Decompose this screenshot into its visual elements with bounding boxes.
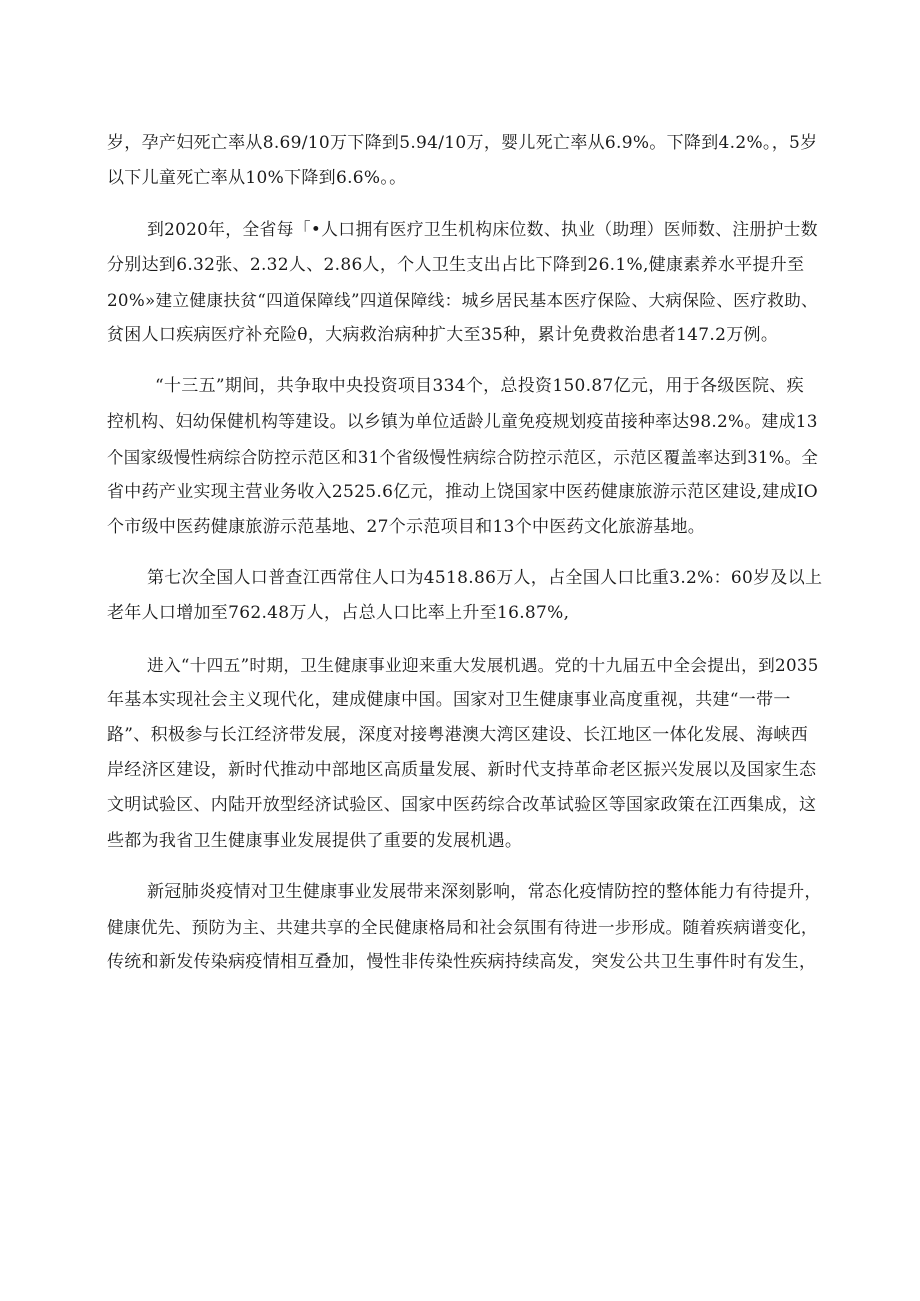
- document-body: [107, 126, 822, 980]
- paragraph-line: 岸经济区建设，新时代推动中部地区高质量发展、新时代支持革命老区振兴发展以及国家生态: [107, 760, 817, 781]
- paragraph-covid-impact: [107, 875, 822, 981]
- paragraph-line: 岁，孕产妇死亡率从8.69/10万下降到5.94/10万，婴儿死亡率从6.9%。下降到4.2%。，5岁: [107, 133, 818, 153]
- paragraph-line: 文明试验区、内陆开放型经济试验区、国家中医药综合改革试验区等国家政策在江西集成，这: [107, 795, 817, 816]
- paragraph-line: 路”、积极参与长江经济带发展，深度对接粤港澳大湾区建设、长江地区一体化发展、海峡西: [107, 725, 808, 746]
- paragraph-line: 第七次全国人口普查江西常住人口为4518.86万人，占全国人口比重3.2%：60岁及以上: [147, 568, 823, 589]
- paragraph-line: 传统和新发传染病疫情相互叠加，慢性非传染性疾病持续高发，突发公共卫生事件时有发生，: [107, 952, 817, 973]
- paragraph-line: 老年人口增加至762.48万人，占总人口比率上升至16.87%,: [107, 603, 570, 624]
- paragraph-line: 进入“十四五”时期，卫生健康事业迎来重大发展机遇。党的十九届五中全会提出，到2035: [147, 655, 819, 675]
- paragraph-line: 个市级中医药健康旅游示范基地、27个示范项目和13个中医药文化旅游基地。: [107, 517, 706, 538]
- paragraph-line: 以下儿童死亡率从10%下降到6.6%。。: [107, 168, 407, 189]
- paragraph-line: 贫困人口疾病医疗补充险θ，大病救治病种扩大至35种，累计免费救治患者147.2万例。: [107, 325, 779, 346]
- paragraph-line: 健康优先、预防为主、共建共享的全民健康格局和社会氛围有待进一步形成。随着疾病谱变化，: [107, 918, 818, 938]
- paragraph-line: “十三五”期间，共争取中央投资项目334个，总投资150.87亿元，用于各级医院、疾: [155, 376, 804, 397]
- paragraph-line: 年基本实现社会主义现代化，建成健康中国。国家对卫生健康事业高度重视，共建“一带一: [107, 689, 791, 710]
- paragraph-line: 些都为我省卫生健康事业发展提供了重要的发展机遇。: [107, 830, 523, 851]
- paragraph-census: [107, 561, 822, 631]
- paragraph-line: 省中药产业实现主营业务收入2525.6亿元，推动上饶国家中医药健康旅游示范区建设,建成IO: [107, 481, 819, 502]
- paragraph-line: 控机构、妇幼保健机构等建设。以乡镇为单位适龄儿童免疫规划疫苗接种率达98.2%。建成13: [107, 411, 818, 432]
- paragraph-line: 个国家级慢性病综合防控示范区和31个省级慢性病综合防控示范区，示范区覆盖率达到31%。全: [107, 447, 819, 467]
- paragraph-13th-five-year: [107, 369, 822, 545]
- paragraph-line: 20%»建立健康扶贫“四道保障线”四道保障线：城乡居民基本医疗保险、大病保险、医疗救助、: [107, 290, 819, 310]
- paragraph-line: 到2020年，全省每「•人口拥有医疗卫生机构床位数、执业（助理）医师数、注册护士数: [147, 219, 818, 240]
- paragraph-14th-five-year: [107, 648, 822, 859]
- paragraph-line: 新冠肺炎疫情对卫生健康事业发展带来深刻影响，常态化疫情防控的整体能力有待提升，: [147, 881, 822, 902]
- paragraph-line: 分别达到6.32张、2.32人、2.86人，个人卫生支出占比下降到26.1%,健康素养水平提升至: [107, 254, 805, 275]
- paragraph-health-indicators: [107, 126, 822, 196]
- paragraph-2020-resources: [107, 212, 822, 353]
